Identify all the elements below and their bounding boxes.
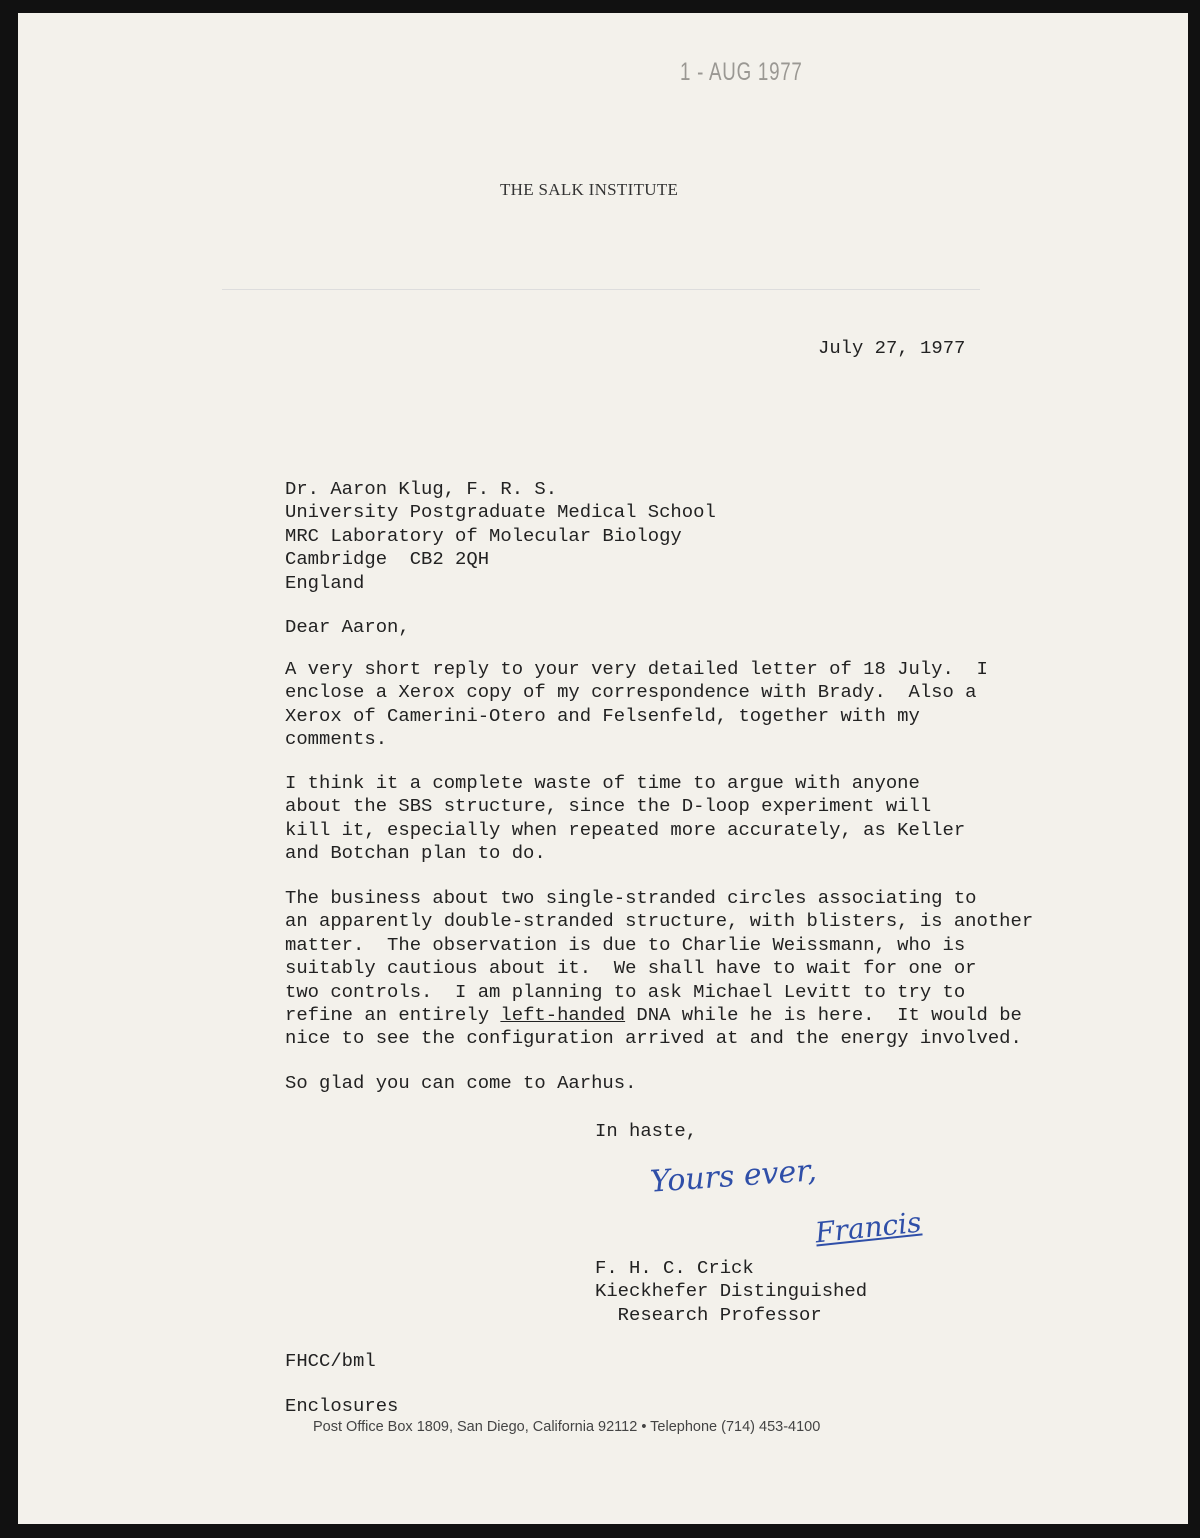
text-segment: refine an entirely: [285, 1004, 501, 1027]
text-segment: DNA while he is here. It would be: [625, 1004, 1022, 1027]
body-line: nice to see the configuration arrived at and the energy involved.: [285, 1027, 1022, 1050]
handwritten-signature: Francis: [813, 1205, 923, 1250]
enclosures-note: Enclosures: [285, 1395, 399, 1417]
reference-initials: FHCC/bml: [285, 1350, 376, 1372]
body-line: matter. The observation is due to Charlie Weissmann, who is: [285, 933, 966, 956]
paragraph-4: So glad you can come to Aarhus.: [285, 1072, 637, 1094]
body-line: kill it, especially when repeated more accurately, as Keller: [285, 818, 966, 841]
paragraph-3: [285, 887, 1033, 1051]
address-line: England: [285, 571, 365, 594]
signature-block: [595, 1257, 867, 1327]
address-line: Cambridge CB2 2QH: [285, 548, 490, 571]
address-line: University Postgraduate Medical School: [285, 501, 716, 524]
body-line: enclose a Xerox copy of my correspondence with Brady. Also a: [285, 681, 977, 704]
show-through-watermark: [370, 10, 403, 148]
body-line: I think it a complete waste of time to argue with anyone: [285, 772, 920, 794]
body-line: [285, 1004, 1033, 1027]
body-line: The business about two single-stranded circles associating to: [285, 887, 977, 909]
body-line: and Botchan plan to do.: [285, 842, 546, 865]
body-line: comments.: [285, 728, 388, 751]
signer-name: F. H. C. Crick: [595, 1257, 754, 1279]
signer-title: Research Professor: [595, 1303, 822, 1326]
body-line: A very short reply to your very detailed letter of 18 July. I: [285, 658, 988, 680]
recipient-address: [285, 478, 716, 595]
letterhead-divider: [222, 289, 980, 290]
letterhead-footer-address: Post Office Box 1809, San Diego, California 92112 • Telephone (714) 453-4100: [313, 1419, 821, 1435]
address-line: MRC Laboratory of Molecular Biology: [285, 524, 682, 547]
received-date-stamp: 1 - AUG 1977: [680, 58, 803, 86]
body-line: about the SBS structure, since the D-loop experiment will: [285, 795, 932, 818]
underlined-text: left-handed: [500, 1004, 626, 1027]
body-line: suitably cautious about it. We shall have to wait for one or: [285, 957, 977, 980]
address-line: Dr. Aaron Klug, F. R. S.: [285, 478, 558, 500]
letterhead-institution: THE SALK INSTITUTE: [500, 180, 679, 199]
handwritten-closing: Yours ever,: [648, 1153, 818, 1200]
signer-title: Kieckhefer Distinguished: [595, 1280, 868, 1303]
body-line: Xerox of Camerini-Otero and Felsenfeld, together with my: [285, 704, 920, 727]
paragraph-2: [285, 772, 965, 866]
closing: In haste,: [595, 1120, 698, 1142]
salutation: Dear Aaron,: [285, 616, 410, 638]
body-line: an apparently double-stranded structure, with blisters, is another: [285, 910, 1034, 933]
paragraph-1: [285, 658, 988, 752]
letter-date: July 27, 1977: [818, 337, 966, 359]
body-line: two controls. I am planning to ask Michael Levitt to try to: [285, 980, 966, 1003]
